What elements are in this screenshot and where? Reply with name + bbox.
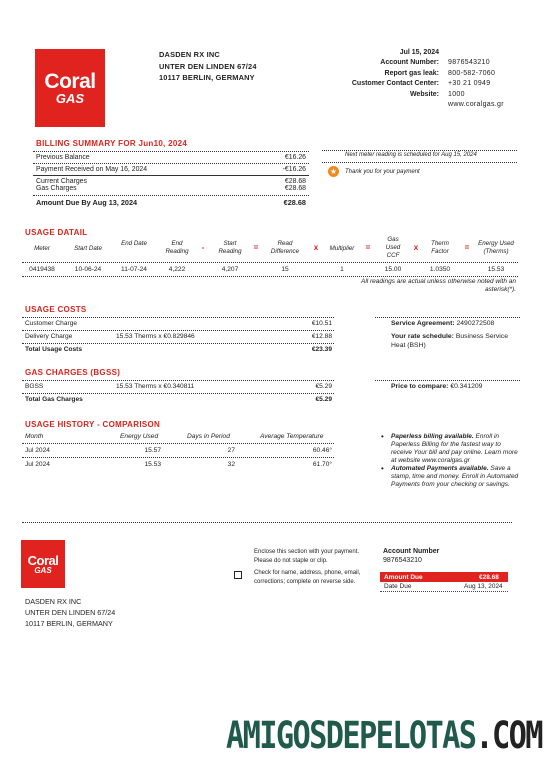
gas-charge-row: BGSS 15.53 Therms x €0.340811 €5.29	[25, 383, 332, 390]
stub-logo	[21, 540, 65, 588]
amount-due-row: Amount Due By Aug 13, 2024 €28.68	[36, 198, 306, 207]
tear-line	[22, 522, 512, 523]
op-equals: =	[253, 243, 259, 252]
readings-note: All readings are actual unless otherwise noted with an asterisk(*).	[360, 278, 516, 293]
compare-divider	[375, 380, 520, 381]
enclose-instructions: Enclose this section with your payment. Please do not staple or clip.	[254, 549, 360, 564]
stub-customer-name: DASDEN RX INC	[25, 597, 82, 606]
stub-amount-value: €28.68	[479, 573, 499, 581]
cost-row: Delivery Charge 15.53 Therms x €0.829846 €12.88	[25, 333, 332, 340]
billing-summary-title: BILLING SUMMARY FOR Jun10, 2024	[36, 139, 188, 148]
col-end-date: End Date	[121, 240, 147, 247]
meter-reading-note: Next meter reading is scheduled for Aug 15, 2024	[345, 152, 477, 158]
contact-center-value: +30 21 0949	[448, 80, 491, 87]
account-number-value: 9876543210	[448, 59, 490, 66]
stub-customer-street: UNTER DEN LINDEN 67/24	[25, 608, 116, 617]
cost-row: Customer Charge €10.51	[25, 320, 332, 327]
contact-center-label: Customer Contact Center:	[351, 80, 439, 87]
billing-row: Current Charges €28.68	[36, 177, 306, 185]
thank-you-note: Thank you for your payment	[345, 169, 420, 175]
promo-bullet: • Automated Payments available. Save a stamp, time and money. Enroll in Automated Payments from your checking or savings.	[381, 464, 519, 488]
usage-detail-title: USAGE DATAIL	[25, 228, 88, 237]
statement-date: Jul 15, 2024	[399, 49, 439, 56]
gas-total-row: Total Gas Charges €5.29	[25, 396, 332, 403]
col-meter: Meter	[34, 245, 50, 252]
bullet-icon: •	[381, 432, 384, 441]
note-divider	[322, 150, 517, 151]
usage-costs-title: USAGE COSTS	[25, 305, 87, 314]
stub-amount-label: Amount Due	[384, 573, 423, 581]
company-logo	[35, 49, 105, 127]
col-multiplier: Multiplier	[329, 245, 355, 252]
col-start-reading: Start Reading	[218, 240, 242, 256]
col-start-date: Start Date	[74, 245, 102, 252]
stub-date-value: Aug 13, 2024	[464, 583, 503, 590]
website-url[interactable]: www.coralgas.gr	[448, 101, 504, 108]
date-due-row	[380, 583, 508, 592]
customer-city: 10117 BERLIN, GERMANY	[159, 73, 255, 82]
customer-street: UNTER DEN LINDEN 67/24	[159, 61, 257, 71]
billing-row: Payment Received on May 16, 2024 -€16.26	[36, 165, 306, 173]
account-info	[300, 58, 520, 111]
amount-due-bar	[380, 572, 508, 582]
star-icon: ★	[329, 167, 338, 176]
stub-logo-wordmark: Coral	[27, 552, 59, 568]
op-equals: =	[464, 243, 470, 252]
billing-row: Gas Charges €28.68	[36, 185, 306, 192]
logo-subtitle: GAS	[55, 91, 85, 106]
watermark-dot: .	[475, 714, 493, 757]
gas-charges-title: GAS CHARGES (BGSS)	[25, 368, 121, 377]
promo-bullets	[381, 433, 521, 489]
stub-logo-subtitle: GAS	[34, 565, 52, 575]
bullet-icon: •	[381, 464, 384, 473]
cost-total-row: Total Usage Costs €23.39	[25, 346, 332, 353]
op-minus: -	[201, 243, 205, 252]
stub-date-label: Date Due	[384, 583, 412, 590]
gas-leak-value: 800-582-7060	[448, 69, 496, 77]
table-divider	[22, 262, 518, 263]
account-number-label: Account Number:	[380, 59, 439, 66]
col-gas-used: Gas Used CCF	[385, 236, 401, 260]
op-times: x	[313, 243, 319, 252]
logo-wordmark: Coral	[44, 70, 96, 93]
watermark-main: AMIGOSDEPELOTAS	[226, 714, 476, 757]
stub-address	[25, 596, 115, 629]
customer-name: DASDEN RX INC	[159, 50, 220, 59]
website-label: Website:	[409, 90, 439, 98]
history-col-energy: Energy Used	[120, 433, 159, 440]
rate-schedule: Your rate schedule: Business Service Heat (BSH)	[391, 333, 508, 349]
service-agreement: Service Agreement: 2490272508	[391, 320, 495, 327]
col-therm-factor: Therm Factor	[431, 240, 449, 256]
gas-charges-table	[22, 380, 334, 406]
watermark-tld: COM	[492, 714, 542, 757]
address-change-text: Check for name, address, phone, email, corrections; complete on reverse side.	[254, 570, 361, 585]
note-divider	[322, 162, 517, 163]
address-change-checkbox[interactable]	[234, 571, 242, 579]
stub-account-label: Account Number	[383, 548, 440, 555]
billing-summary-table	[33, 151, 309, 209]
usage-costs-table	[22, 317, 334, 356]
col-read-diff: Read Difference	[270, 240, 300, 256]
watermark	[226, 714, 542, 757]
table-divider	[22, 276, 518, 277]
col-energy-used: Energy Used (Therms)	[478, 240, 514, 256]
price-to-compare: Price to compare: €0.341209	[391, 383, 483, 390]
stub-account-value: 9876543210	[383, 557, 422, 564]
table-divider	[22, 443, 334, 444]
gas-leak-label: Report gas leak:	[384, 69, 439, 77]
customer-address	[159, 49, 257, 84]
stub-customer-city: 10117 BERLIN, GERMANY	[25, 619, 113, 628]
history-col-temp: Average Temperature	[260, 433, 324, 440]
usage-history-title: USAGE HISTORY - COMPARISON	[25, 420, 161, 429]
history-col-days: Days in Period	[187, 433, 230, 440]
service-divider	[375, 317, 520, 318]
table-divider	[22, 457, 334, 458]
op-equals: =	[365, 243, 371, 252]
billing-row: Previous Balance €16.26	[36, 153, 306, 161]
op-times: x	[413, 243, 419, 252]
history-col-month: Month	[25, 433, 44, 440]
promo-bullet: • Paperless billing available. Enroll in Paperless Billing for the fastest way to receive Your bill and pay online. Learn more at website www.coralgas.gr	[381, 432, 518, 464]
col-end-reading: End Reading	[165, 240, 189, 256]
website-value: 1000	[448, 90, 465, 98]
